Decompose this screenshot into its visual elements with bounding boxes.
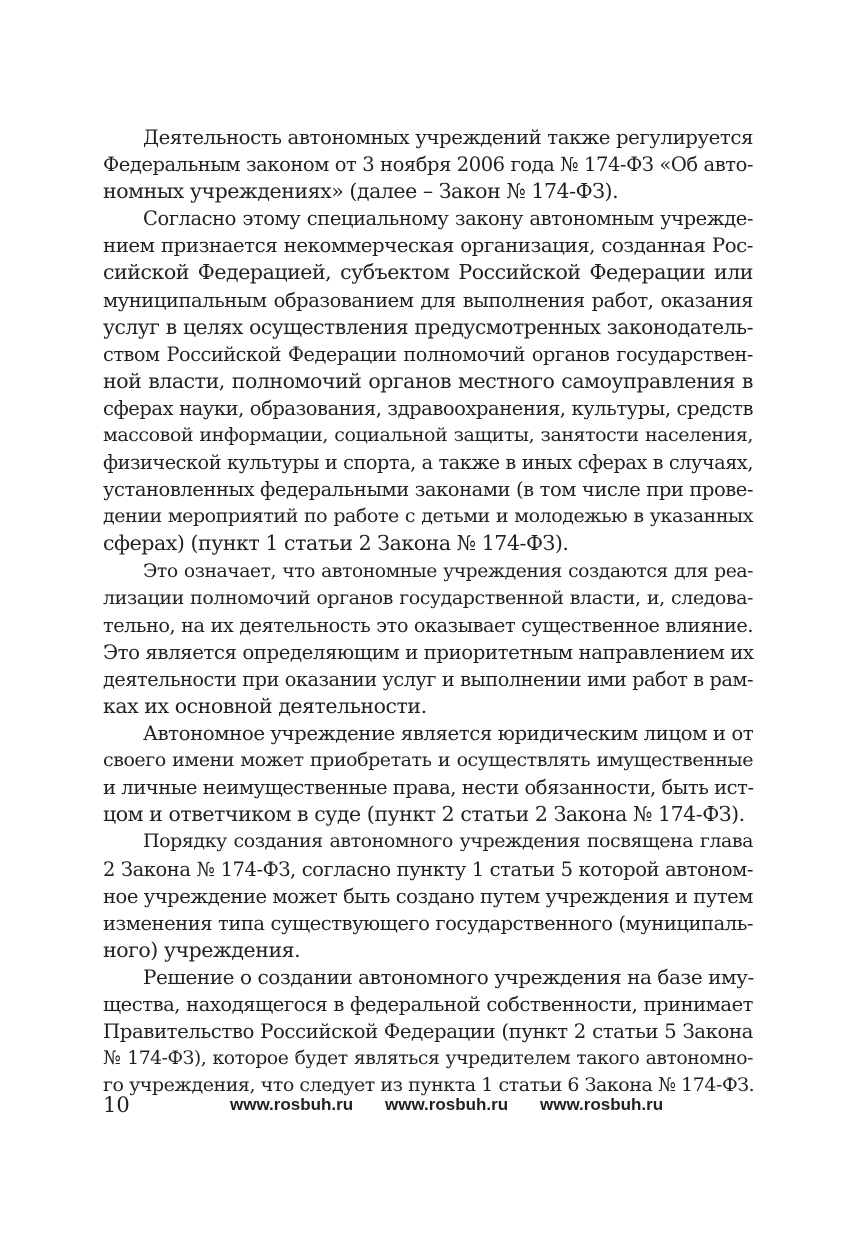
text-line: номных учреждениях» (далее – Закон № 174-ФЗ). bbox=[103, 179, 619, 204]
body-text bbox=[103, 124, 753, 1099]
text-line: ках их основной деятельности. bbox=[103, 693, 427, 718]
text-line: массовой информации, социальной защиты, занятости населения, bbox=[103, 424, 753, 447]
text-line: Автономное учреждение является юридическим лицом и от bbox=[143, 722, 754, 746]
text-line: ством Российской Федерации полномочий органов государствен- bbox=[103, 342, 753, 366]
text-line: № 174-ФЗ), которое будет являться учредителем такого автономно- bbox=[103, 1048, 753, 1070]
text-line: услуг в целях осуществления предусмотренных законодатель- bbox=[103, 314, 753, 339]
text-line: нием признается некоммерческая организация, созданная Рос- bbox=[103, 234, 753, 258]
text-line: Это является определяющим и приоритетным направлением их bbox=[103, 640, 754, 664]
page-footer bbox=[0, 1090, 857, 1120]
text-line: щества, находящегося в федеральной собственности, принимает bbox=[103, 993, 753, 1016]
text-line: 2 Закона № 174-ФЗ, согласно пункту 1 статьи 5 которой автоном- bbox=[103, 857, 753, 881]
text-line: деятельности при оказании услуг и выполнении ими работ в рам- bbox=[103, 667, 753, 691]
text-line: ной власти, полномочий органов местного самоуправления в bbox=[103, 368, 753, 393]
text-line: сферах) (пункт 1 статьи 2 Закона № 174-ФЗ). bbox=[103, 531, 569, 556]
text-line: ное учреждение может быть создано путем учреждения и путем bbox=[103, 884, 753, 908]
text-line: сийской Федерацией, субъектом Российской Федерации или bbox=[103, 260, 753, 285]
footer-website-link: www.rosbuh.ru bbox=[385, 1095, 509, 1114]
page-number: 10 bbox=[103, 1093, 130, 1117]
text-line: своего имени может приобретать и осуществлять имущественные bbox=[103, 749, 753, 772]
text-line: ного) учреждения. bbox=[103, 937, 301, 962]
text-line: дении мероприятий по работе с детьми и молодежью в указанных bbox=[103, 505, 753, 528]
text-line: установленных федеральными законами (в том числе при прове- bbox=[103, 478, 753, 502]
text-line: Решение о создании автономного учреждения на базе иму- bbox=[143, 964, 754, 989]
text-line: Это означает, что автономные учреждения создаются для реа- bbox=[143, 560, 753, 582]
footer-website-link: www.rosbuh.ru bbox=[540, 1095, 664, 1114]
text-line: муниципальным образованием для выполнения работ, оказания bbox=[103, 288, 753, 312]
text-line: сферах науки, образования, здравоохранения, культуры, средств bbox=[103, 396, 753, 420]
text-line: Деятельность автономных учреждений также регулируется bbox=[143, 126, 753, 149]
text-line: изменения типа существующего государственного (муниципаль- bbox=[103, 911, 753, 935]
text-line: Федеральным законом от 3 ноября 2006 года № 174-ФЗ «Об авто- bbox=[103, 153, 753, 177]
text-line: го учреждения, что следует из пункта 1 статьи 6 Закона № 174-ФЗ. bbox=[103, 1074, 755, 1097]
text-line: Правительство Российской Федерации (пункт 2 статьи 5 Закона bbox=[103, 1020, 753, 1044]
text-line: физической культуры и спорта, а также в иных сферах в случаях, bbox=[103, 451, 753, 475]
text-line: и личные неимущественные права, нести обязанности, быть ист- bbox=[103, 776, 754, 800]
text-line: цом и ответчиком в суде (пункт 2 статьи 2 Закона № 174-ФЗ). bbox=[103, 802, 745, 827]
text-line: Порядку создания автономного учреждения посвящена глава bbox=[143, 830, 753, 853]
text-line: Согласно этому специальному закону автономным учрежде- bbox=[143, 207, 753, 231]
text-line: тельно, на их деятельность это оказывает существенное влияние. bbox=[103, 613, 753, 637]
footer-website-link: www.rosbuh.ru bbox=[230, 1095, 354, 1114]
text-line: лизации полномочий органов государственной власти, и, следова- bbox=[103, 586, 753, 609]
